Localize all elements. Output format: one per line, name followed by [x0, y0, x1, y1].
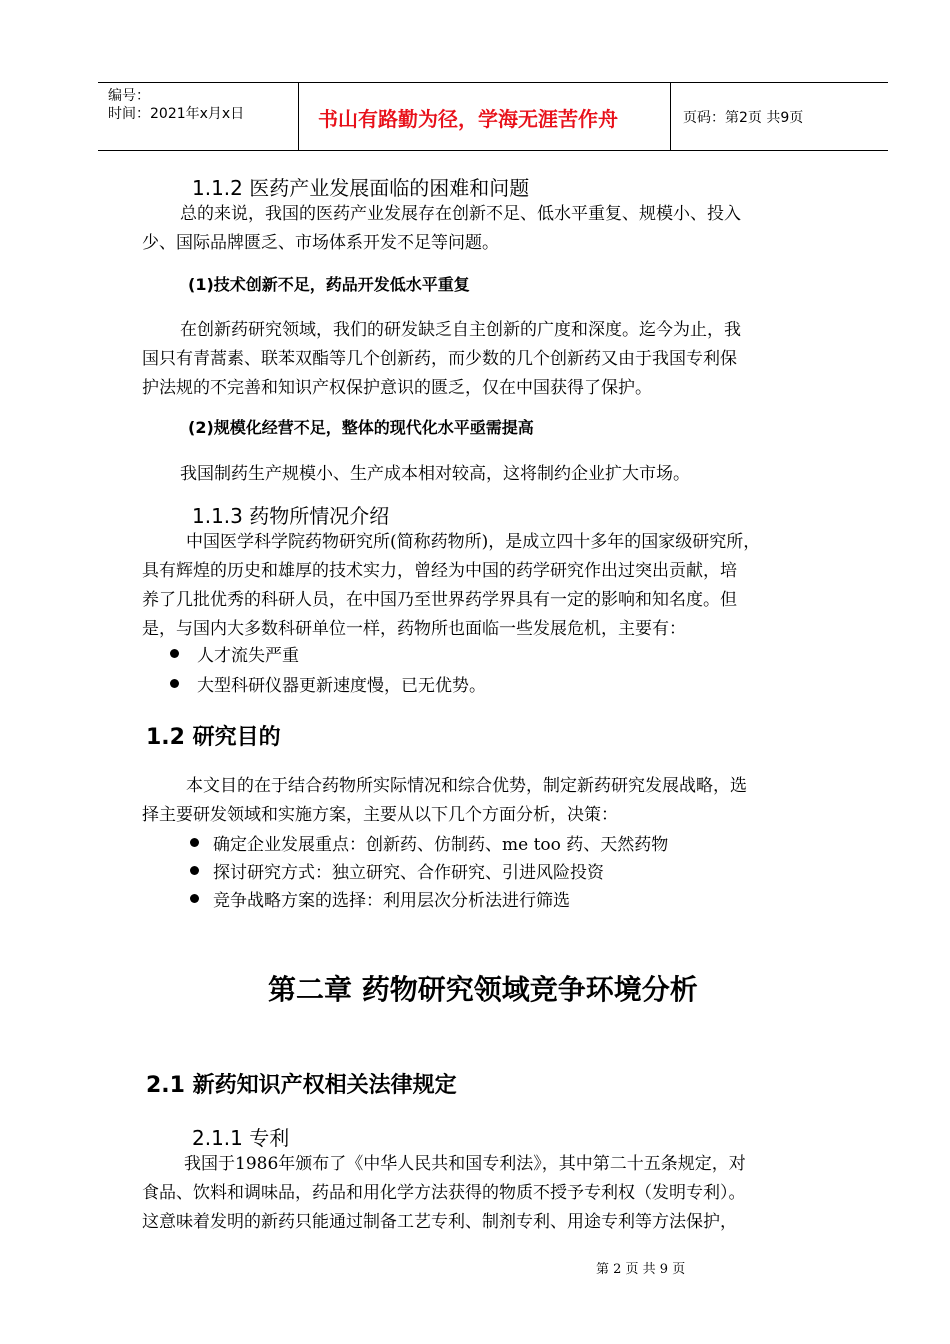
header-page-number: 页码：第2页 共9页	[683, 110, 804, 126]
point-2-text	[180, 460, 840, 489]
section-1-1-3-title: 1.1.3 药物所情况介绍	[192, 504, 390, 528]
section-1-2-title: 1.2 研究目的	[146, 725, 281, 750]
bullet-icon	[170, 679, 179, 688]
text-line: 中国医学科学院药物研究所(简称药物所)，是成立四十多年的国家级研究所，	[186, 532, 761, 552]
header-date: 时间：2021年x月x日	[108, 106, 245, 122]
bullet-icon	[190, 894, 199, 903]
text-line: 少、国际品牌匮乏、市场体系开发不足等问题。	[142, 233, 499, 253]
text-line: 国只有青蒿素、联苯双酯等几个创新药，而少数的几个创新药又由于我国专利保	[142, 349, 737, 369]
point-1-title: (1)技术创新不足，药品开发低水平重复	[188, 275, 470, 294]
list-item: 竞争战略方案的选择：利用层次分析法进行筛选	[190, 886, 570, 911]
text-line: 护法规的不完善和知识产权保护意识的匮乏，仅在中国获得了保护。	[142, 378, 652, 398]
text-line: 我国制药生产规模小、生产成本相对较高，这将制约企业扩大市场。	[180, 464, 690, 484]
list-item: 大型科研仪器更新速度慢，已无优势。	[170, 671, 486, 696]
list-item: 确定企业发展重点：创新药、仿制药、me too 药、天然药物	[190, 830, 668, 855]
bullet-icon	[190, 866, 199, 875]
text-line: 养了几批优秀的科研人员，在中国乃至世界药学界具有一定的影响和知名度。但	[142, 590, 737, 610]
section-1-1-2-intro	[142, 200, 842, 258]
text-line: 我国于1986年颁布了《中华人民共和国专利法》，其中第二十五条规定，对	[184, 1154, 746, 1174]
header-number: 编号：	[108, 88, 150, 104]
text-line: 这意味着发明的新药只能通过制备工艺专利、制剂专利、用途专利等方法保护，	[142, 1212, 737, 1232]
section-1-2-text	[142, 772, 842, 830]
text-line: 择主要研发领域和实施方案，主要从以下几个方面分析，决策：	[142, 805, 618, 825]
header-bottom-border	[98, 150, 888, 151]
footer-page-number: 第 2 页 共 9 页	[596, 1262, 686, 1277]
section-2-1-title: 2.1 新药知识产权相关法律规定	[146, 1073, 457, 1098]
section-1-1-2-title: 1.1.2 医药产业发展面临的困难和问题	[192, 176, 530, 200]
text-line: 总的来说，我国的医药产业发展存在创新不足、低水平重复、规模小、投入	[180, 204, 741, 224]
list-item: 人才流失严重	[170, 641, 299, 666]
point-2-title: (2)规模化经营不足，整体的现代化水平亟需提高	[188, 418, 534, 437]
bullet-icon	[190, 838, 199, 847]
text-line: 具有辉煌的历史和雄厚的技术实力，曾经为中国的药学研究作出过突出贡献，培	[142, 561, 737, 581]
header-divider-2	[670, 82, 671, 150]
bullet-icon	[170, 649, 179, 658]
text-line: 是，与国内大多数科研单位一样，药物所也面临一些发展危机，主要有：	[142, 619, 686, 639]
text-line: 食品、饮料和调味品，药品和用化学方法获得的物质不授予专利权（发明专利）。	[142, 1183, 746, 1203]
section-1-1-3-text	[142, 528, 852, 644]
point-1-text	[142, 316, 842, 403]
section-2-1-1-text	[142, 1150, 852, 1237]
section-2-1-1-title: 2.1.1 专利	[192, 1126, 290, 1150]
text-line: 本文目的在于结合药物所实际情况和综合优势，制定新药研究发展战略，选	[186, 776, 747, 796]
header-divider-1	[298, 82, 299, 150]
chapter-2-title: 第二章 药物研究领域竞争环境分析	[268, 973, 698, 1006]
text-line: 在创新药研究领域，我们的研发缺乏自主创新的广度和深度。迄今为止，我	[180, 320, 741, 340]
header-top-border	[98, 82, 888, 83]
header-motto: 书山有路勤为径，学海无涯苦作舟	[318, 107, 618, 131]
list-item: 探讨研究方式：独立研究、合作研究、引进风险投资	[190, 858, 604, 883]
